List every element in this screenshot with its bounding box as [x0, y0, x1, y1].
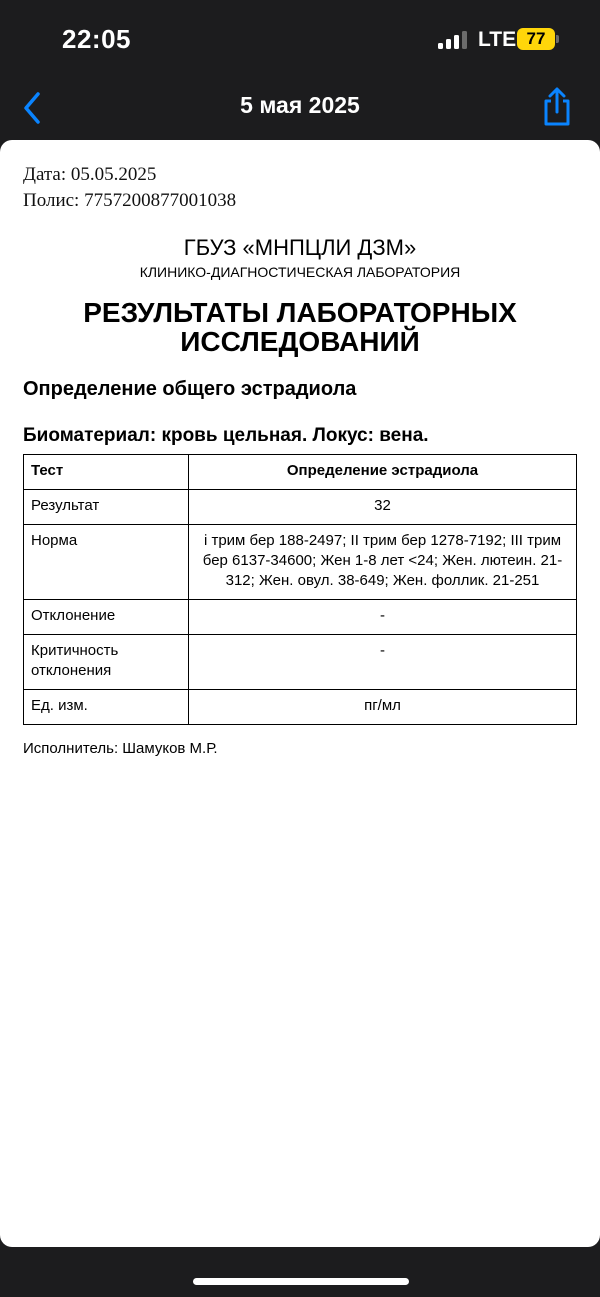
unit-value: пг/мл [189, 690, 577, 725]
table-row [24, 635, 577, 690]
test-section-title: Определение общего эстрадиола [23, 378, 357, 400]
share-icon [540, 86, 574, 128]
page-title: 5 мая 2025 [240, 92, 360, 118]
lab-report-document [0, 140, 600, 1247]
table-row [24, 690, 577, 725]
column-header-test: Тест [24, 455, 189, 490]
battery-icon: 77 [517, 28, 555, 50]
home-indicator[interactable] [193, 1278, 409, 1285]
status-time: 22:05 [62, 24, 131, 54]
reference-range: і трим бер 188-2497; II трим бер 1278-7192; III трим бер 6137-34600; Жен 1-8 лет <24; Жен. лютеин. 21-312; Жен. овул. 38-649; Жен. фоллик. 21-251 [189, 525, 577, 600]
row-label: Результат [24, 490, 189, 525]
share-button[interactable] [540, 86, 574, 128]
report-title [0, 298, 600, 356]
status-bar [0, 0, 600, 80]
row-label: Критичность отклонения [24, 635, 189, 690]
policy-number: Полис: 7757200877001038 [23, 190, 237, 211]
organization-name: ГБУЗ «МНПЦЛИ ДЗМ» [183, 235, 417, 260]
report-title-line-1: РЕЗУЛЬТАТЫ ЛАБОРАТОРНЫХ [83, 297, 517, 328]
battery-tip [556, 35, 559, 43]
navigation-bar [0, 80, 600, 138]
table-row [24, 525, 577, 600]
table-row [24, 490, 577, 525]
result-value: 32 [189, 490, 577, 525]
performer: Исполнитель: Шамуков М.Р. [23, 740, 218, 757]
criticality-value: - [189, 635, 577, 690]
row-label: Отклонение [24, 600, 189, 635]
biomaterial-info: Биоматериал: кровь цельная. Локус: вена. [23, 425, 429, 446]
table-row [24, 600, 577, 635]
document-viewer[interactable] [0, 140, 600, 1247]
results-table [23, 454, 577, 725]
cellular-signal-icon [438, 31, 468, 49]
organization-department: КЛИНИКО-ДИАГНОСТИЧЕСКАЯ ЛАБОРАТОРИЯ [139, 264, 461, 280]
report-title-line-2: ИССЛЕДОВАНИЙ [180, 326, 420, 357]
row-label: Ед. изм. [24, 690, 189, 725]
network-type: LTE [478, 28, 517, 51]
report-date: Дата: 05.05.2025 [23, 164, 157, 185]
row-label: Норма [24, 525, 189, 600]
column-header-test-name: Определение эстрадиола [189, 455, 577, 490]
deviation-value: - [189, 600, 577, 635]
table-header-row [24, 455, 577, 490]
